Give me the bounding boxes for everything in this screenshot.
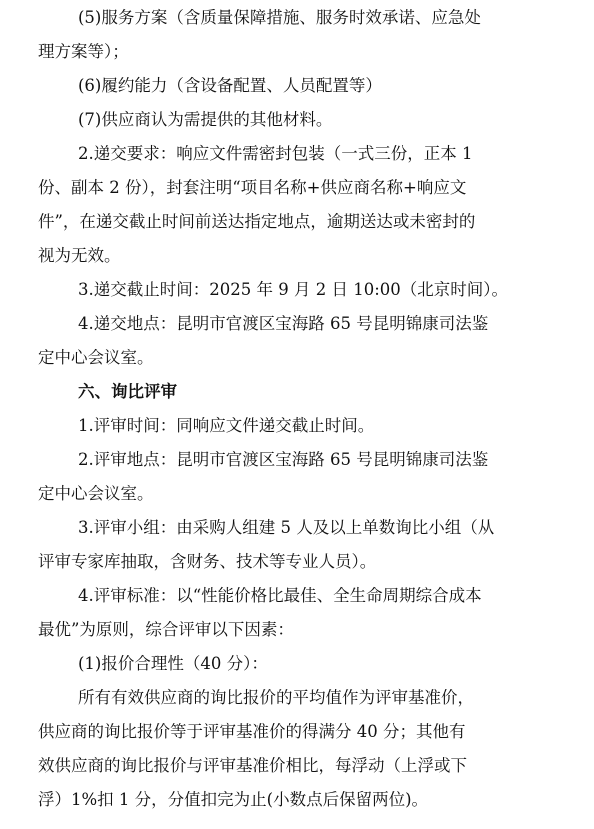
text-line: 2.递交要求：响应文件需密封包装（一式三份，正本 1 <box>78 144 473 163</box>
text-line: 所有有效供应商的询比报价的平均值作为评审基准价， <box>78 688 474 707</box>
section-heading: 六、询比评审 <box>78 382 177 401</box>
text-line: (1)报价合理性（40 分）： <box>78 654 268 673</box>
text-line: 4.评审标准：以“性能价格比最佳、全生命周期综合成本 <box>78 586 482 605</box>
text-line: (6)履约能力（含设备配置、人员配置等） <box>78 76 382 95</box>
text-line: 3.评审小组：由采购人组建 5 人及以上单数询比小组（从 <box>78 518 495 537</box>
text-line: 定中心会议室。 <box>38 484 154 503</box>
text-line: 1.评审时间：同响应文件递交截止时间。 <box>78 416 375 435</box>
text-line: 4.递交地点：昆明市官渡区宝海路 65 号昆明锦康司法鉴 <box>78 314 489 333</box>
text-line: 浮）1%扣 1 分，分值扣完为止(小数点后保留两位)。 <box>38 790 429 809</box>
text-line: 视为无效。 <box>38 246 121 265</box>
text-line: 定中心会议室。 <box>38 348 154 367</box>
text-line: 份、副本 2 份），封套注明“项目名称+供应商名称+响应文 <box>38 178 467 197</box>
text-line: 供应商的询比报价等于评审基准价的得满分 40 分；其他有 <box>38 722 466 741</box>
text-line: 3.递交截止时间：2025 年 9 月 2 日 10:00（北京时间）。 <box>78 280 508 299</box>
text-line: 评审专家库抽取，含财务、技术等专业人员）。 <box>38 552 377 571</box>
text-line: 2.评审地点：昆明市官渡区宝海路 65 号昆明锦康司法鉴 <box>78 450 489 469</box>
text-line: (5)服务方案（含质量保障措施、服务时效承诺、应急处 <box>78 8 481 27</box>
text-line: 理方案等）； <box>38 42 129 61</box>
text-line: 效供应商的询比报价与评审基准价相比，每浮动（上浮或下 <box>38 756 467 775</box>
text-line: 最优”为原则，综合评审以下因素： <box>38 620 294 639</box>
text-line: (7)供应商认为需提供的其他材料。 <box>78 110 333 129</box>
text-line: 件”，在递交截止时间前送达指定地点，逾期送达或未密封的 <box>38 212 476 231</box>
